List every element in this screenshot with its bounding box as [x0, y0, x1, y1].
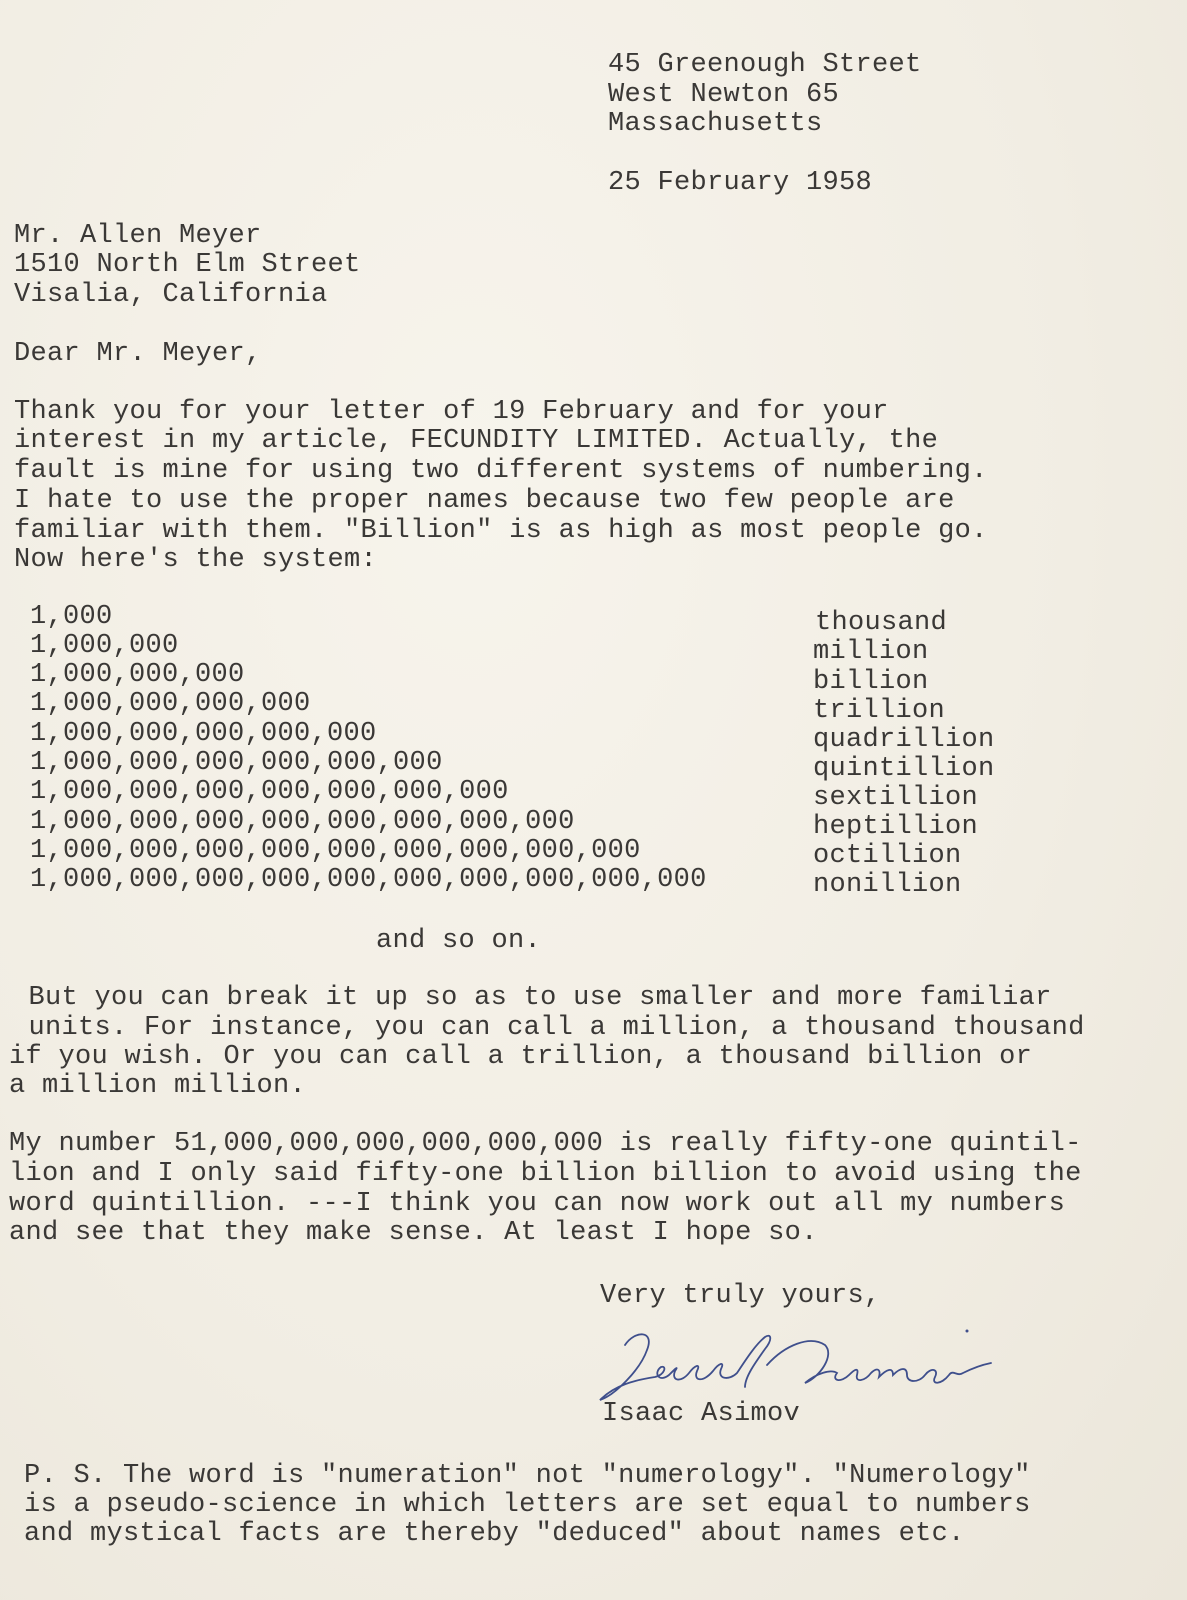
sender-line: Massachusetts — [608, 109, 823, 139]
closing: Very truly yours, — [600, 1281, 881, 1311]
text-line: Thank you for your letter of 19 February and for your — [14, 397, 889, 427]
letter-date: 25 February 1958 — [608, 168, 873, 198]
text-line: if you wish. Or you can call a trillion, a thousand billion or — [9, 1042, 1033, 1072]
text-line: Now here's the system: — [14, 545, 378, 575]
number-value: 1,000,000 — [30, 631, 179, 661]
number-value: 1,000,000,000,000,000,000,000,000 — [30, 807, 575, 837]
sender-line: West Newton 65 — [608, 80, 840, 110]
text-line: units. For instance, you can call a million, a thousand thousand — [12, 1013, 1085, 1043]
number-name: thousand — [815, 608, 948, 638]
recipient-line: Visalia, California — [14, 280, 328, 310]
number-name: octillion — [813, 841, 962, 871]
text-line: My number 51,000,000,000,000,000,000 is really fifty-one quintil- — [9, 1129, 1082, 1159]
number-name: nonillion — [813, 870, 962, 900]
text-line: interest in my article, FECUNDITY LIMITED. Actually, the — [14, 426, 939, 456]
number-name: sextillion — [813, 783, 979, 813]
text-line: I hate to use the proper names because two few people are — [14, 486, 955, 516]
and-so-on: and so on. — [376, 926, 542, 956]
number-value: 1,000,000,000,000,000,000,000,000,000,000 — [30, 865, 707, 895]
text-line: and see that they make sense. At least I hope so. — [9, 1218, 818, 1248]
number-name: trillion — [813, 696, 946, 726]
number-value: 1,000 — [30, 602, 113, 632]
recipient-line: Mr. Allen Meyer — [14, 221, 262, 251]
number-value: 1,000,000,000 — [30, 660, 245, 690]
text-line: word quintillion. ---I think you can now work out all my numbers — [9, 1189, 1066, 1219]
number-name: quadrillion — [813, 725, 995, 755]
text-line: P. S. The word is "numeration" not "numerology". "Numerology" — [24, 1461, 1031, 1491]
number-name: heptillion — [813, 812, 979, 842]
number-name: quintillion — [813, 754, 995, 784]
sender-line: 45 Greenough Street — [608, 50, 922, 80]
text-line: a million million. — [9, 1071, 307, 1101]
salutation: Dear Mr. Meyer, — [14, 339, 262, 369]
number-value: 1,000,000,000,000,000,000 — [30, 748, 443, 778]
text-line: lion and I only said fifty-one billion billion to avoid using the — [9, 1159, 1082, 1189]
number-value: 1,000,000,000,000,000,000,000 — [30, 777, 509, 807]
text-line: fault is mine for using two different systems of numbering. — [14, 456, 988, 486]
number-value: 1,000,000,000,000,000,000,000,000,000 — [30, 836, 641, 866]
typed-name: Isaac Asimov — [602, 1399, 801, 1429]
text-line: is a pseudo-science in which letters are set equal to numbers — [24, 1490, 1031, 1520]
recipient-line: 1510 North Elm Street — [14, 250, 361, 280]
number-name: million — [813, 637, 929, 667]
number-value: 1,000,000,000,000,000 — [30, 719, 377, 749]
text-line: But you can break it up so as to use smaller and more familiar — [12, 983, 1052, 1013]
number-value: 1,000,000,000,000 — [30, 689, 311, 719]
text-line: familiar with them. "Billion" is as high as most people go. — [14, 516, 988, 546]
number-name: billion — [813, 667, 929, 697]
text-line: and mystical facts are thereby "deduced" about names etc. — [24, 1519, 965, 1549]
